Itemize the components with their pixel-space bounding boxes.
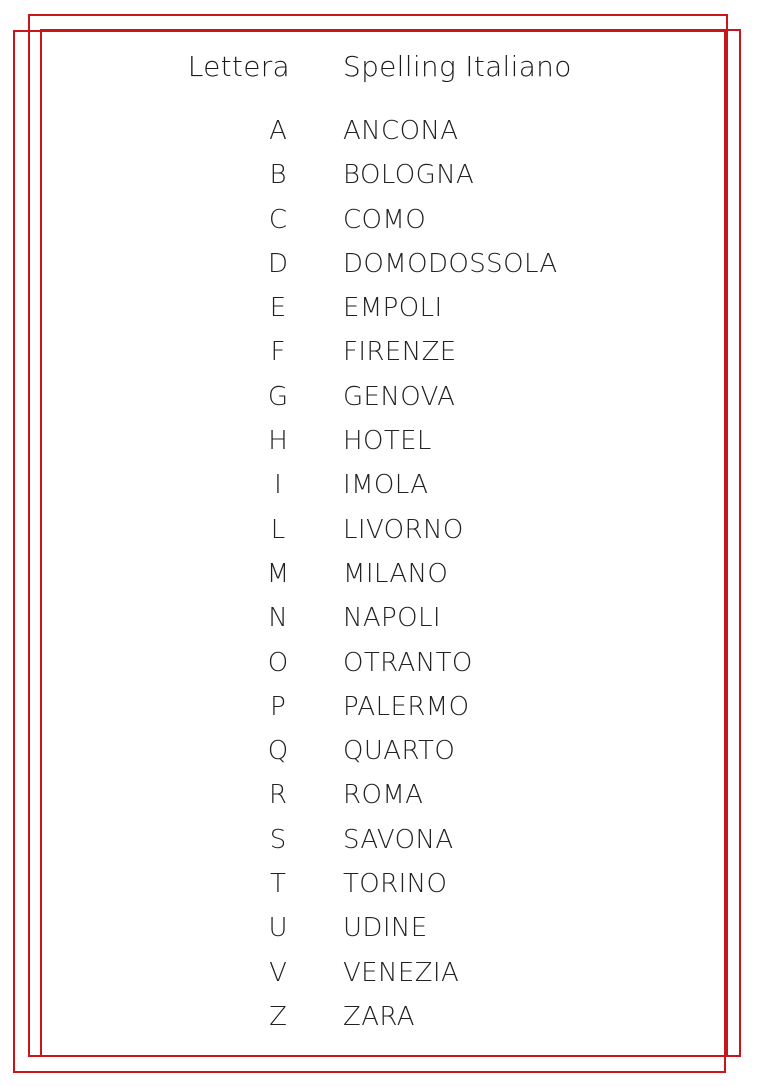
row-word: GENOVA xyxy=(343,381,456,412)
row-letter: R xyxy=(268,780,288,811)
row-letter: M xyxy=(266,558,290,589)
table-row xyxy=(0,733,768,777)
row-word: BOLOGNA xyxy=(343,160,475,191)
row-word: UDINE xyxy=(343,913,428,944)
row-letter: Q xyxy=(267,736,289,767)
table-row xyxy=(0,113,768,157)
table-row xyxy=(0,202,768,246)
row-letter: G xyxy=(267,381,289,412)
row-word: EMPOLI xyxy=(343,293,443,324)
column-header-spelling: Spelling Italiano xyxy=(343,50,572,83)
row-letter: H xyxy=(268,426,288,457)
table-row xyxy=(0,689,768,733)
table-row xyxy=(0,512,768,556)
row-word: COMO xyxy=(343,204,427,235)
row-letter: Z xyxy=(269,1001,287,1032)
row-word: ANCONA xyxy=(343,116,459,146)
row-letter: C xyxy=(268,204,288,235)
row-word: IMOLA xyxy=(343,470,429,501)
row-letter: P xyxy=(270,691,286,722)
table-row xyxy=(0,467,768,511)
table-row xyxy=(0,290,768,334)
row-letter: O xyxy=(267,647,289,678)
row-letter: S xyxy=(269,824,287,855)
row-letter: T xyxy=(270,869,286,900)
table-row xyxy=(0,600,768,644)
row-letter: E xyxy=(269,293,287,324)
row-letter: F xyxy=(270,337,286,368)
table-row xyxy=(0,334,768,378)
row-word: OTRANTO xyxy=(343,647,473,678)
row-word: ZARA xyxy=(343,1001,415,1032)
table-row xyxy=(0,246,768,290)
table-row xyxy=(0,999,768,1043)
table-row xyxy=(0,556,768,600)
row-letter: A xyxy=(269,116,287,146)
table-row xyxy=(0,157,768,201)
row-word: SAVONA xyxy=(343,824,454,855)
table-row xyxy=(0,423,768,467)
row-letter: D xyxy=(267,248,289,279)
table-row xyxy=(0,645,768,689)
row-letter: I xyxy=(274,470,282,501)
table-row xyxy=(0,910,768,954)
column-header-letter: Lettera xyxy=(187,50,290,83)
row-word: FIRENZE xyxy=(343,337,457,368)
row-word: TORINO xyxy=(343,869,448,900)
row-letter: U xyxy=(268,913,288,944)
row-word: HOTEL xyxy=(343,426,432,457)
row-word: NAPOLI xyxy=(343,603,441,634)
row-letter: N xyxy=(268,603,288,634)
row-word: MILANO xyxy=(343,558,449,589)
row-letter: B xyxy=(269,160,287,191)
row-word: DOMODOSSOLA xyxy=(343,248,558,279)
table-row xyxy=(0,379,768,423)
table-row xyxy=(0,955,768,999)
row-word: VENEZIA xyxy=(343,957,460,988)
row-word: QUARTO xyxy=(343,736,456,767)
row-letter: V xyxy=(269,957,287,988)
table-row xyxy=(0,866,768,910)
table-body xyxy=(0,113,768,1043)
row-word: ROMA xyxy=(343,780,424,811)
table-row xyxy=(0,822,768,866)
table-row xyxy=(0,777,768,821)
row-word: PALERMO xyxy=(343,691,470,722)
row-letter: L xyxy=(270,514,286,545)
row-word: LIVORNO xyxy=(343,514,464,545)
